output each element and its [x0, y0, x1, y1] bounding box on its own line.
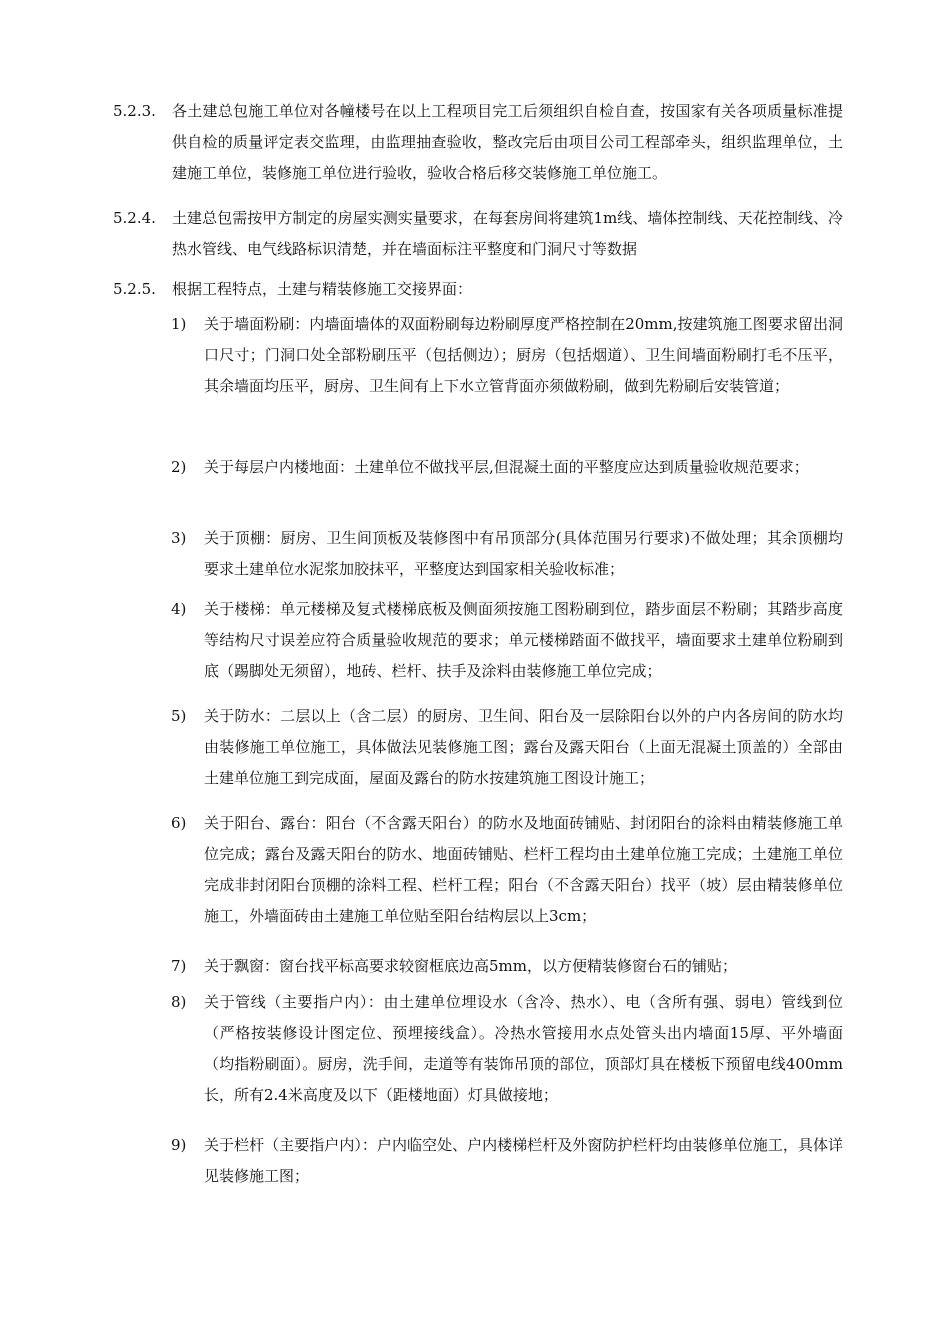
- item-number: 5): [171, 707, 187, 725]
- list-item-5: [171, 701, 843, 794]
- list-item-7: [171, 951, 843, 982]
- item-text: 关于楼梯：单元楼梯及复式楼梯底板及侧面须按施工图粉刷到位，踏步面层不粉刷；其踏步高度等结构尺寸误差应符合质量验收规范的要求；单元楼梯踏面不做找平，墙面要求土建单位粉刷到底（踢脚处无须留），地砖、栏杆、扶手及涂料由装修施工单位完成；: [204, 600, 843, 680]
- list-item-2: [171, 452, 843, 483]
- item-text: 关于飘窗：窗台找平标高要求较窗框底边高5mm，以方便精装修窗台石的铺贴；: [204, 957, 737, 975]
- item-number: 4): [171, 600, 187, 618]
- item-number: 3): [171, 529, 187, 547]
- list-item-6: [171, 808, 843, 932]
- item-text: 关于阳台、露台：阳台（不含露天阳台）的防水及地面砖铺贴、封闭阳台的涂料由精装修施工单位完成；露台及露天阳台的防水、地面砖铺贴、栏杆工程均由土建单位施工完成；土建施工单位完成非封闭阳台顶棚的涂料工程、栏杆工程；阳台（不含露天阳台）找平（坡）层由精装修单位施工，外墙面砖由土建施工单位贴至阳台结构层以上3cm；: [204, 814, 843, 925]
- list-item-8: [171, 987, 843, 1111]
- item-number: 1): [171, 315, 187, 333]
- list-item-3: [171, 523, 843, 585]
- item-text: 关于每层户内楼地面：土建单位不做找平层,但混凝土面的平整度应达到质量验收规范要求；: [204, 458, 809, 476]
- section-number: 5.2.4.: [113, 209, 156, 227]
- item-number: 8): [171, 993, 187, 1011]
- item-number: 9): [171, 1136, 187, 1154]
- section-5-2-4: [113, 203, 843, 265]
- section-text: 各土建总包施工单位对各幢楼号在以上工程项目完工后须组织自检自查，按国家有关各项质量标准提供自检的质量评定表交监理，由监理抽查验收，整改完后由项目公司工程部牵头，组织监理单位，土建施工单位，装修施工单位进行验收，验收合格后移交装修施工单位施工。: [172, 102, 843, 182]
- item-number: 7): [171, 957, 187, 975]
- section-text: 土建总包需按甲方制定的房屋实测实量要求，在每套房间将建筑1m线、墙体控制线、天花控制线、冷热水管线、电气线路标识清楚，并在墙面标注平整度和门洞尺寸等数据: [172, 209, 843, 258]
- item-text: 关于墙面粉刷：内墙面墙体的双面粉刷每边粉刷厚度严格控制在20mm,按建筑施工图要求留出洞口尺寸；门洞口处全部粉刷压平（包括侧边）；厨房（包括烟道）、卫生间墙面粉刷打毛不压平，其余墙面均压平，厨房、卫生间有上下水立管背面亦须做粉刷，做到先粉刷后安装管道；: [204, 315, 843, 395]
- item-text: 关于栏杆（主要指户内）：户内临空处、户内楼梯栏杆及外窗防护栏杆均由装修单位施工，具体详见装修施工图；: [204, 1136, 843, 1185]
- list-item-1: [171, 309, 843, 402]
- section-5-2-5: [113, 274, 843, 305]
- list-item-4: [171, 594, 843, 687]
- item-number: 2): [171, 458, 187, 476]
- section-text: 根据工程特点，土建与精装修施工交接界面：: [172, 280, 473, 298]
- section-5-2-3: [113, 96, 843, 189]
- section-number: 5.2.3.: [113, 102, 156, 120]
- item-text: 关于管线（主要指户内）：由土建单位埋设水（含冷、热水）、电（含所有强、弱电）管线到位（严格按装修设计图定位、预埋接线盒）。冷热水管接用水点处管头出内墙面15厚、平外墙面（均指粉刷面）。厨房，洗手间，走道等有装饰吊顶的部位，顶部灯具在楼板下预留电线400mm长，所有2.4米高度及以下（距楼地面）灯具做接地；: [204, 993, 843, 1104]
- section-number: 5.2.5.: [113, 280, 156, 298]
- item-number: 6): [171, 814, 187, 832]
- list-item-9: [171, 1130, 843, 1192]
- item-text: 关于顶棚：厨房、卫生间顶板及装修图中有吊顶部分(具体范围另行要求)不做处理；其余顶棚均要求土建单位水泥浆加胶抹平，平整度达到国家相关验收标准；: [204, 529, 843, 578]
- item-text: 关于防水：二层以上（含二层）的厨房、卫生间、阳台及一层除阳台以外的户内各房间的防水均由装修施工单位施工，具体做法见装修施工图；露台及露天阳台（上面无混凝土顶盖的）全部由土建单位施工到完成面，屋面及露台的防水按建筑施工图设计施工；: [204, 707, 843, 787]
